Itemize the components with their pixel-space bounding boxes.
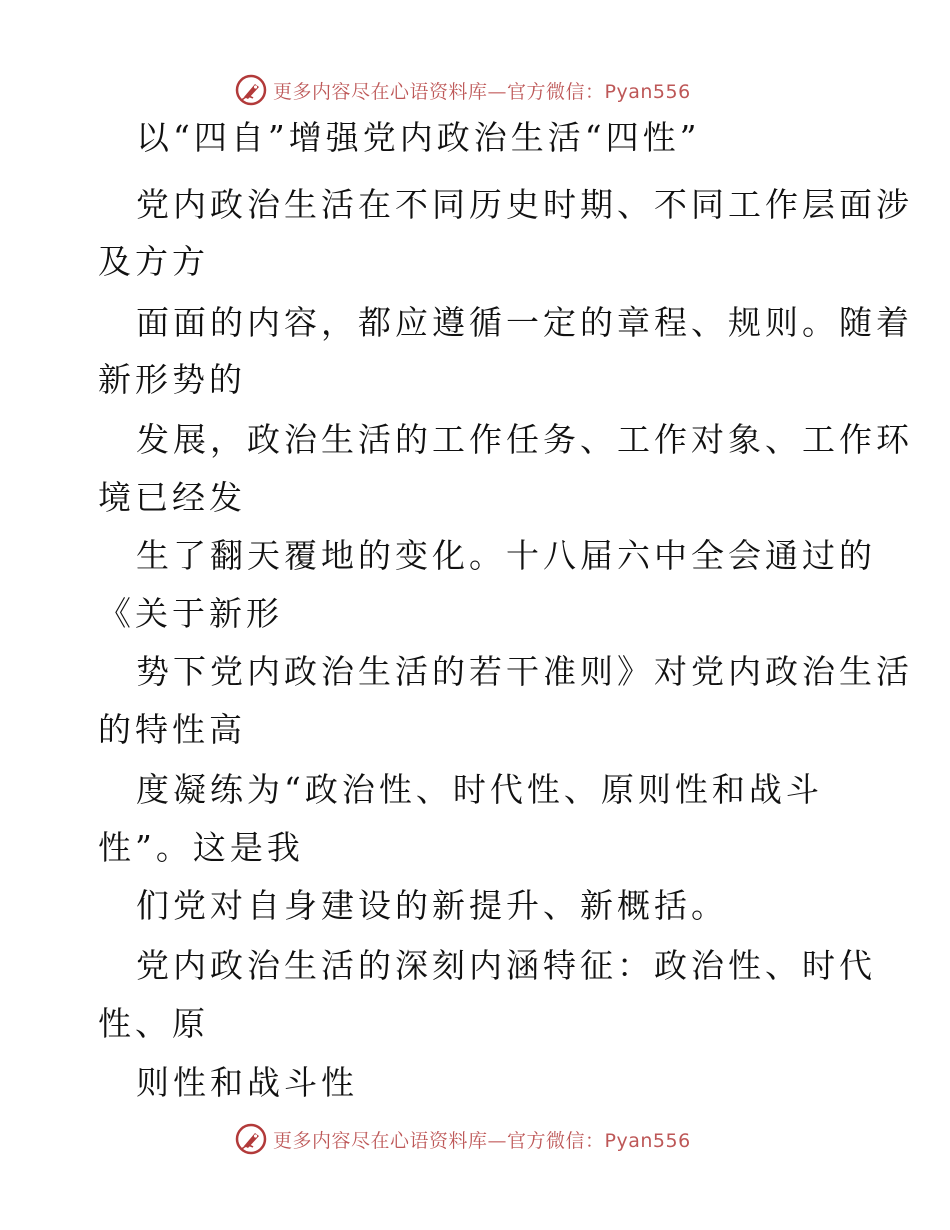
paragraph-line: 势下党内政治生活的若干准则》对党内政治生活 <box>136 652 913 691</box>
paragraph-line: 《关于新形 <box>98 594 283 633</box>
paragraph-line: 党内政治生活的深刻内涵特征：政治性、时代 <box>136 946 876 985</box>
document-title: 以“四自”增强党内政治生活“四性” <box>136 118 701 157</box>
footer-banner-text: 更多内容尽在心语资料库—官方微信：Pyan556 <box>273 1129 691 1152</box>
pen-nib-logo-icon <box>235 1123 267 1155</box>
paragraph-line: 新形势的 <box>98 360 246 399</box>
paragraph-line: 境已经发 <box>98 478 246 517</box>
paragraph-line: 面面的内容，都应遵循一定的章程、规则。随着 <box>136 303 913 342</box>
paragraph-line: 发展，政治生活的工作任务、工作对象、工作环 <box>136 420 913 459</box>
paragraph-line: 及方方 <box>98 242 209 281</box>
header-banner <box>235 73 755 107</box>
footer-banner <box>235 1122 755 1156</box>
paragraph-line: 度凝练为“政治性、时代性、原则性和战斗 <box>136 770 823 809</box>
pen-nib-logo-icon <box>235 74 267 106</box>
paragraph-line: 生了翻天覆地的变化。十八届六中全会通过的 <box>136 536 876 575</box>
paragraph-line: 则性和战斗性 <box>136 1063 358 1102</box>
paragraph-line: 党内政治生活在不同历史时期、不同工作层面涉 <box>136 185 913 224</box>
paragraph-line: 的特性高 <box>98 710 246 749</box>
paragraph-line: 性、原 <box>98 1004 209 1043</box>
header-banner-text: 更多内容尽在心语资料库—官方微信：Pyan556 <box>273 80 691 103</box>
paragraph-line: 们党对自身建设的新提升、新概括。 <box>136 886 728 925</box>
paragraph-line: 性”。这是我 <box>98 828 304 867</box>
